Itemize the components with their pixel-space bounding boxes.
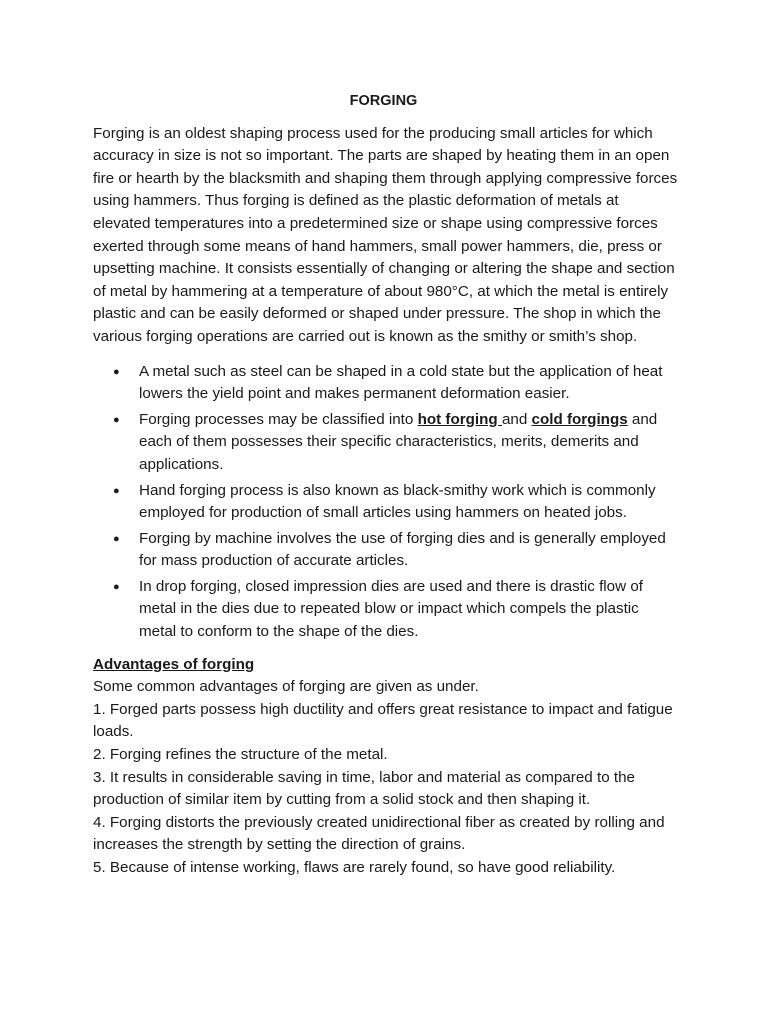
bullet-text-suffix: and each of them possesses their specific characteristics, merits, demerits and applications. [139,410,658,473]
list-item [113,528,678,573]
list-item [113,409,678,477]
bullet-icon: ● [113,532,120,545]
bullet-icon: ● [113,484,120,497]
bullet-icon: ● [113,580,120,593]
cold-forgings-term: cold forgings [531,410,628,428]
advantages-intro: Some common advantages of forging are given as under. [93,678,479,696]
list-item [113,576,678,644]
bullet-icon: ● [113,413,120,426]
advantages-heading: Advantages of forging [93,655,255,673]
intro-paragraph: Forging is an oldest shaping process used for the producing small articles for which accuracy in size is not so important. The parts are shaped by heating them in an open fire or hearth by the blacksmith and shaping them through applying compressive forces using hammers. Thus forging is defined as the plastic deformation of metals at elevated temperatures into a predetermined size or shape using compressive forces exerted through some means of hand hammers, small power hammers, die, press or upsetting machine. It consists essentially of changing or altering the shape and section of metal by hammering at a temperature of about 980°C, at which the metal is entirely plastic and can be easily deformed or shaped under pressure. The shop in which the various forging operations are carried out is known as the smithy or smith’s shop. [93,124,678,345]
advantage-item: 4. Forging distorts the previously created unidirectional fiber as created by rolling and increases the strength by setting the direction of grains. [93,813,665,854]
page-title: FORGING [349,93,418,109]
advantage-item: 1. Forged parts possess high ductility and offers great resistance to impact and fatigue loads. [93,700,673,741]
bullet-text: In drop forging, closed impression dies are used and there is drastic flow of metal in the dies due to repeated blow or impact which compels the plastic metal to conform to the shape of the dies. [139,577,643,641]
advantage-item: 5. Because of intense working, flaws are rarely found, so have good reliability. [93,859,616,876]
bullet-text: Hand forging process is also known as black-smithy work which is commonly employed for production of small articles using hammers on heated jobs. [139,481,656,522]
bullet-icon: ● [113,365,120,378]
list-item [113,480,678,525]
advantage-item: 2. Forging refines the structure of the metal. [93,746,388,764]
bullet-text: A metal such as steel can be shaped in a cold state but the application of heat lowers the yield point and makes permanent deformation easier. [139,362,663,403]
bullet-text-mid: and [501,410,532,428]
advantage-item: 3. It results in considerable saving in time, labor and material as compared to the production of similar item by cutting from a solid stock and then shaping it. [93,768,635,809]
hot-forging-term: hot forging [417,410,502,428]
document-content [93,90,678,880]
bullet-text: Forging by machine involves the use of forging dies and is generally employed for mass production of accurate articles. [139,529,666,570]
bullet-list [93,361,678,644]
list-item [113,361,678,406]
bullet-text-prefix: Forging processes may be classified into [139,410,418,428]
